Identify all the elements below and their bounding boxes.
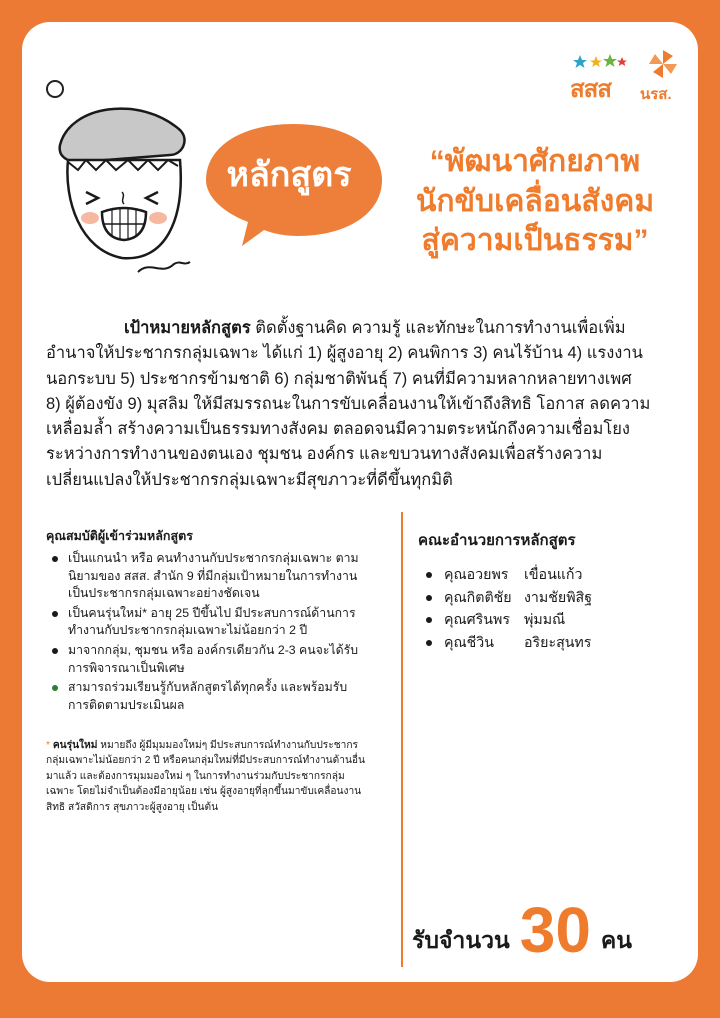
note-line [46,738,391,753]
bullet-icon [52,556,58,562]
goal-line: นอกระบบ 5) ประชากรข้ามชาติ 6) กลุ่มชาติพันธุ์ 7) คนที่มีความหลากหลายทางเพศ [46,369,632,388]
goal-text: ติดตั้งฐานคิด ความรู้ และทักษะในการทำงานเพื่อเพิ่ม [250,319,626,337]
bullet-icon [426,617,432,623]
list-item [68,642,391,677]
count-label: รับจำนวน [412,927,510,953]
bullet-icon [426,640,432,646]
column-divider [401,512,403,967]
steering-committee [418,528,678,654]
committee-member [444,632,678,655]
member-first-name: คุณกิตติชัย [444,589,512,606]
count-unit: คน [600,927,633,953]
committee-member [444,587,678,610]
member-last-name: อริยะสุนทร [524,634,592,651]
member-last-name: เขื่อนแก้ว [524,567,583,583]
bullet-icon [52,685,58,691]
pinwheel-icon [646,48,680,80]
asterisk: * [46,740,50,751]
member-last-name: งามชัยพิสิฐ [524,589,593,606]
goal-line: เปลี่ยนแปลงให้ประชากรกลุ่มเฉพาะมีสุขภาวะที่ดีขึ้นทุกมิติ [46,470,453,489]
item-line: มาจากกลุ่ม, ชุมชน หรือ องค์กรเดียวกัน 2-3 คนจะได้รับ [68,642,359,657]
item-line: เป็นคนรุ่นใหม่* อายุ 25 ปีขึ้นไป มีประสบการณ์ด้านการ [68,605,356,620]
mascot-illustration [50,100,200,280]
course-goal [46,316,676,493]
goal-line: 8) ผู้ต้องขัง 9) มุสลิม ให้มีสมรรถนะในการขับเคลื่อนงานให้เข้าถึงสิทธิ โอกาส ลดความ [46,394,651,413]
logos [570,48,684,102]
item-line: ทำงานกับประชากรกลุ่มเฉพาะไม่น้อยกว่า 2 ปี [68,623,308,638]
item-line: การติดตามประเมินผล [68,697,185,712]
participant-count [412,882,682,966]
list-item [68,550,391,603]
item-line: นิยามของ สสส. สำนัก 9 ที่มีกลุ่มเป้าหมายในการทำงาน [68,568,358,583]
bullet-icon [52,648,58,654]
member-last-name: พุ่มมณี [524,612,566,628]
title-line: สู่ความเป็นธรรม” [421,224,649,258]
member-first-name: คุณชีวิน [444,634,494,651]
item-line: การพิจารณาเป็นพิเศษ [68,660,185,675]
qualifications [46,526,391,716]
bubble-label: หลักสูตร [226,156,352,194]
member-first-name: คุณอวยพร [444,567,509,583]
committee-heading: คณะอำนวยการหลักสูตร [418,532,576,549]
note-line: กลุ่มเฉพาะไม่น้อยกว่า 2 ปี หรือคนกลุ่มใหม่ที่มีประสบการณ์ทำงานด้านอื่น [46,755,366,767]
list-item [68,605,391,640]
goal-line: อำนาจให้ประชากรกลุ่มเฉพาะ ได้แก่ 1) ผู้สูงอายุ 2) คนพิการ 3) คนไร้บ้าน 4) แรงงาน [46,344,643,363]
qualifications-heading: คุณสมบัติผู้เข้าร่วมหลักสูตร [46,529,193,543]
title-line: “พัฒนาศักยภาพ [429,145,641,178]
count-number: 30 [519,894,591,966]
goal-heading: เป้าหมายหลักสูตร [124,319,251,337]
note-line: สิทธิ สวัสดิการ สุขภาวะผู้สูงอายุ เป็นต้น [46,801,219,813]
course-title [390,142,680,261]
item-line: เป็นประชากรกลุ่มเฉพาะอย่างชัดเจน [68,586,260,601]
nrs-logo [640,48,684,102]
committee-member [444,564,678,587]
thaihealth-logo [570,54,630,102]
bullet-icon [426,572,432,578]
thaihealth-logo-text: สสส [570,76,611,103]
list-item [68,679,391,714]
footnote [46,738,391,815]
item-line: สามารถร่วมเรียนรู้กับหลักสูตรได้ทุกครั้ง และพร้อมรับ [68,680,348,695]
note-text: หมายถึง ผู้มีมุมมองใหม่ๆ มีประสบการณ์ทำงานกับประชากร [97,740,359,751]
member-first-name: คุณศรินพร [444,612,510,628]
goal-line: เหลื่อมล้ำ สร้างความเป็นธรรมทางสังคม ตลอดจนมีความตระหนักถึงความเชื่อมโยง [46,420,630,439]
note-term: คนรุ่นใหม่ [52,740,98,751]
title-line: นักขับเคลื่อนสังคม [415,184,655,218]
nrs-logo-text: นรส. [640,86,672,103]
bullet-icon [52,611,58,617]
note-line: มาแล้ว และต้องการมุมมองใหม่ ๆ ในการทำงานร่วมกับประชากรกลุ่ม [46,770,345,782]
committee-list [418,564,678,654]
qualifications-list [46,550,391,714]
goal-line: ระหว่างการทำงานของตนเอง ชุมชน องค์กร และขบวนทางสังคมเพื่อสร้างความ [46,445,603,464]
bullet-icon [426,595,432,601]
stars-icon [572,54,628,72]
note-line: เฉพาะ โดยไม่จำเป็นต้องมีอายุน้อย เช่น ผู้สูงอายุที่ลุกขึ้นมาขับเคลื่อนงาน [46,786,362,798]
committee-member [444,609,678,632]
circle-mark-icon [46,80,64,98]
item-line: เป็นแกนนำ หรือ คนทำงานกับประชากรกลุ่มเฉพาะ ตาม [68,551,359,565]
goal-line [46,316,676,341]
